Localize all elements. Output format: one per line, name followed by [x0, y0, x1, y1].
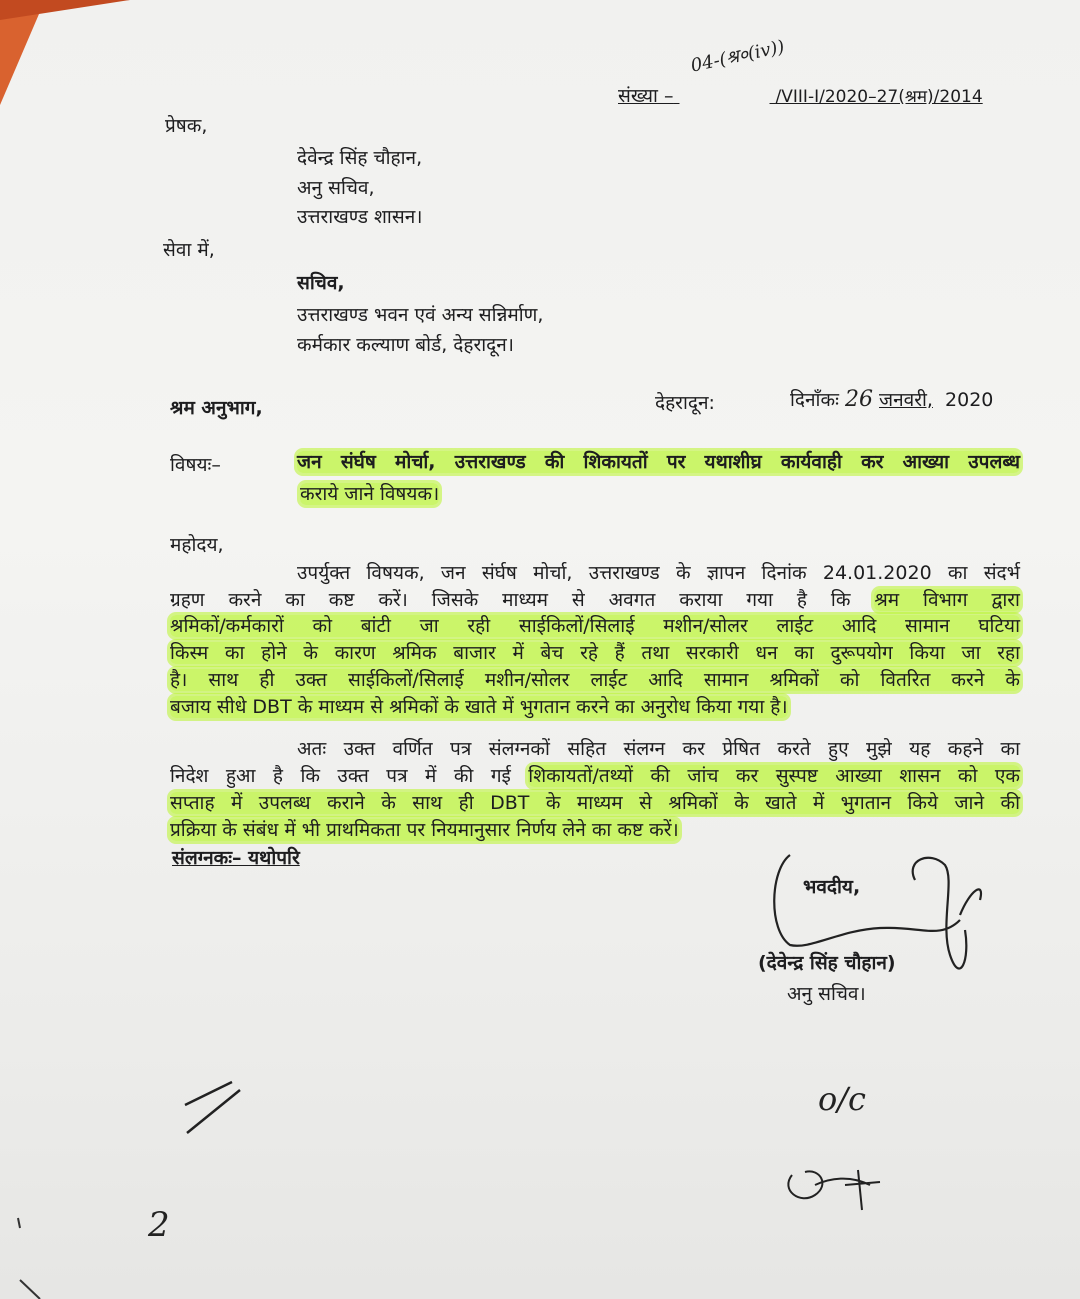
date-day: 26	[844, 387, 873, 412]
text: ग्रहण करने का कष्ट करें। जिसके माध्यम से अवगत कराया गया है कि	[170, 589, 875, 611]
highlighted-text: श्रम विभाग द्वारा	[874, 589, 1020, 611]
sender-designation: अनु सचिव,	[297, 177, 375, 199]
recipient-label: सेवा में,	[163, 239, 215, 261]
handwritten-page-number: 2	[148, 1205, 170, 1245]
closing-name: (देवेन्द्र सिंह चौहान)	[758, 952, 896, 974]
text: उपर्युक्त विषयक, जन संर्घष मोर्चा, उत्तराखण्ड के ज्ञापन दिनांक 24.01.2020 का संदर्भ	[297, 562, 1020, 584]
place: देहरादून:	[655, 392, 715, 414]
handwritten-reference: 04-(श्र०(iv))	[688, 36, 787, 77]
date-month: जनवरी,	[879, 389, 933, 411]
reference-label: संख्या –	[618, 85, 674, 107]
paragraph-line	[170, 668, 1020, 692]
enclosure: संलग्नकः– यथोपरि	[172, 847, 300, 869]
highlighted-text: बजाय सीधे DBT के माध्यम से श्रमिकों के खाते में भुगतान करने का अनुरोध किया गया है।	[170, 696, 788, 718]
sender-name: देवेन्द्र सिंह चौहान,	[297, 147, 423, 169]
paragraph-line	[170, 641, 1020, 665]
margin-mark	[18, 1218, 40, 1299]
highlighted-text: सप्ताह में उपलब्ध कराने के साथ ही DBT के माध्यम से श्रमिकों के खाते में भुगतान किये जाने की	[170, 792, 1020, 814]
paragraph-line	[170, 818, 1020, 842]
date-year: 2020	[945, 389, 994, 411]
paragraph-line	[170, 614, 1020, 638]
subject-line-2	[300, 482, 439, 506]
subject-line-1	[297, 450, 1020, 474]
paragraph-line	[170, 791, 1020, 815]
closing-designation: अनु सचिव।	[787, 983, 866, 1005]
subject-text: कराये जाने विषयक।	[300, 483, 440, 505]
salutation: महोदय,	[170, 534, 224, 556]
closing-regards: भवदीय,	[803, 876, 861, 898]
recipient-address-1: उत्तराखण्ड भवन एवं अन्य सन्निर्माण,	[297, 304, 544, 326]
highlighted-text: किस्म का होने के कारण श्रमिक बाजार में बेच रहे हैं तथा सरकारी धन का दुरूपयोग किया जा रहा	[170, 642, 1020, 664]
paragraph-line	[297, 561, 1020, 585]
handwritten-oc: o/c	[818, 1080, 866, 1118]
recipient-title: सचिव,	[297, 272, 345, 294]
sender-label: प्रेषक,	[165, 115, 208, 137]
slash-marks	[185, 1082, 240, 1133]
paragraph-line	[170, 695, 1020, 719]
paragraph-line	[297, 737, 1020, 761]
subject-text: जन संर्घष मोर्चा, उत्तराखण्ड की शिकायतों पर यथाशीघ्र कार्यवाही कर आख्या उपलब्ध	[297, 451, 1020, 473]
highlighted-text: श्रमिकों/कर्मकारों को बांटी जा रही साईकिलों/सिलाई मशीन/सोलर लाईट आदि सामान घटिया	[170, 615, 1020, 637]
reference-number	[618, 84, 1018, 109]
date-label: दिनाँकः	[790, 389, 839, 411]
reference-code: /VIII-I/2020–27(श्रम)/2014	[775, 87, 983, 107]
paragraph-line	[170, 588, 1020, 612]
highlighted-text: है। साथ ही उक्त साईकिलों/सिलाई मशीन/सोलर लाईट आदि सामान श्रमिकों को वितरित करने के	[170, 669, 1020, 691]
subject-label: विषयः–	[170, 454, 221, 476]
initials-scribble	[788, 1170, 880, 1210]
highlighted-text: शिकायतों/तथ्यों की जांच कर सुस्पष्ट आख्या शासन को एक	[528, 765, 1020, 787]
sender-office: उत्तराखण्ड शासन।	[297, 206, 423, 228]
recipient-address-2: कर्मकार कल्याण बोर्ड, देहरादून।	[297, 334, 514, 356]
torn-corner-edge	[0, 0, 130, 20]
highlighted-text: प्रक्रिया के संबंध में भी प्राथमिकता पर नियमानुसार निर्णय लेने का कष्ट करें।	[170, 819, 679, 841]
text: अतः उक्त वर्णित पत्र संलग्नकों सहित संलग्न कर प्रेषित करते हुए मुझे यह कहने का	[297, 738, 1020, 760]
text: निदेश हुआ है कि उक्त पत्र में की गई	[170, 765, 529, 787]
section-name: श्रम अनुभाग,	[170, 397, 263, 419]
date	[790, 388, 993, 412]
paragraph-line	[170, 764, 1020, 788]
